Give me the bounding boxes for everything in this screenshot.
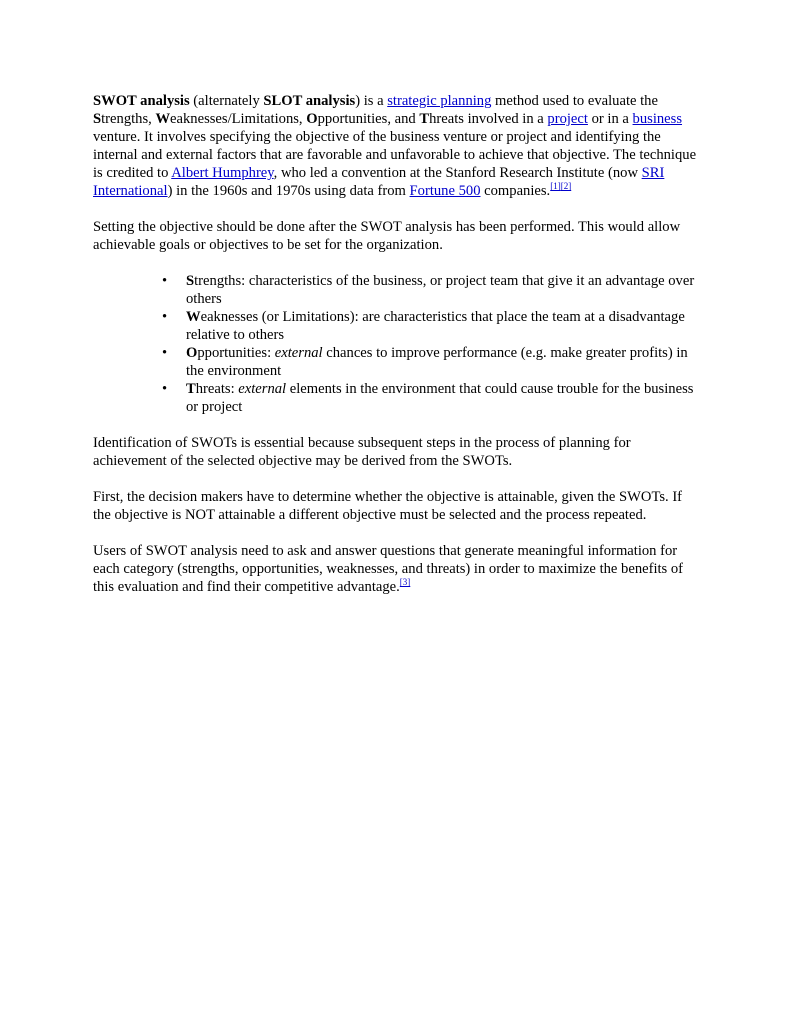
citation-refs-1-2 bbox=[550, 181, 571, 191]
link-strategic-planning[interactable]: strategic planning bbox=[387, 93, 492, 109]
citation-2[interactable]: [2] bbox=[560, 181, 572, 191]
attainability-paragraph: First, the decision makers have to determine whether the objective is attainable, given the SWOTs. If the objective is NOT attainable a different objective must be selected and the process repeated. bbox=[93, 489, 683, 523]
term-slot-analysis: SLOT analysis bbox=[263, 93, 356, 109]
users-paragraph: Users of SWOT analysis need to ask and answer questions that generate meaningful information for each category (strengths, opportunities, weaknesses, and threats) in order to maximize the benefits of this evaluation and find their competitive advantage.[3] bbox=[93, 543, 684, 595]
bullet-icon: • bbox=[162, 309, 168, 325]
bullet-icon: • bbox=[162, 273, 168, 289]
link-sri-international[interactable]: SRI International bbox=[93, 165, 665, 199]
bullet-icon: • bbox=[162, 345, 168, 361]
article-body bbox=[93, 92, 703, 614]
link-albert-humphrey[interactable]: Albert Humphrey bbox=[171, 165, 274, 181]
bullet-icon: • bbox=[162, 381, 168, 397]
list-item-weaknesses: • Weaknesses (or Limitations): are characteristics that place the team at a disadvantage relative to others bbox=[162, 309, 685, 343]
citation-1[interactable]: [1] bbox=[550, 181, 561, 191]
identification-paragraph: Identification of SWOTs is essential because subsequent steps in the process of planning for achievement of the selected objective may be derived from the SWOTs. bbox=[93, 435, 631, 469]
objective-paragraph: Setting the objective should be done after the SWOT analysis has been performed. This would allow achievable goals or objectives to be set for the organization. bbox=[93, 219, 681, 253]
swot-list bbox=[93, 272, 703, 416]
citation-3[interactable]: [3] bbox=[399, 577, 411, 587]
intro-paragraph: SWOT analysis (alternately SLOT analysis) is a strategic planning method used to evaluate the Strengths, Weaknesses/Limitations, Opportunities, and Threats involved in a project or in a business venture. It involves specifying the objective of the business venture or project and identifying the internal and external factors that are favorable and unfavorable to achieve that objective. The technique is credited to Albert Humphrey, who led a convention at the Stanford Research Institute (now SRI International) in the 1960s and 1970s using data from Fortune 500 companies.[1][2] bbox=[93, 93, 697, 199]
link-project[interactable]: project bbox=[547, 111, 588, 127]
list-item-opportunities: • Opportunities: external chances to improve performance (e.g. make greater profits) in the environment bbox=[162, 345, 688, 379]
list-item-threats: • Threats: external elements in the environment that could cause trouble for the business or project bbox=[162, 381, 694, 415]
link-fortune-500[interactable]: Fortune 500 bbox=[409, 183, 481, 199]
term-swot-analysis: SWOT analysis bbox=[93, 93, 190, 109]
list-item-strengths: • Strengths: characteristics of the business, or project team that give it an advantage over others bbox=[162, 273, 695, 307]
link-business[interactable]: business bbox=[632, 111, 683, 127]
citation-refs-3 bbox=[400, 577, 411, 587]
